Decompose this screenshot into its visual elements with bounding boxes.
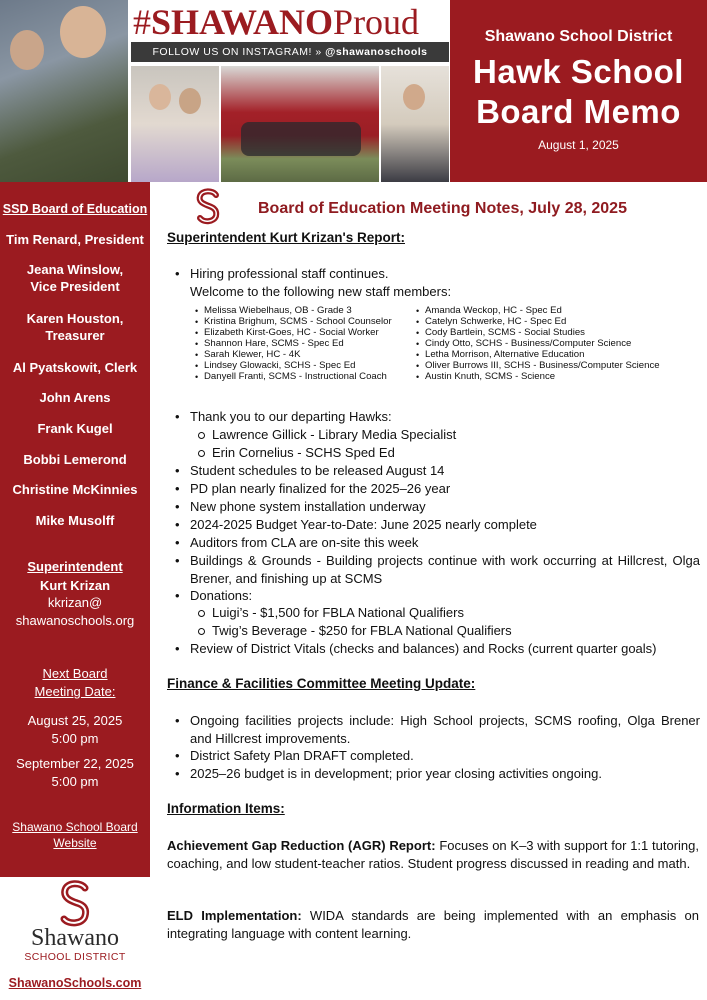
board-member-role: Treasurer bbox=[45, 328, 105, 343]
board-member bbox=[0, 310, 150, 344]
buildings-item: • Buildings & Grounds - Building projects continue with work occurring at Hillcrest, Olga Brener, and finishing up at SCMS bbox=[190, 552, 700, 587]
next-meeting-line1: Next Board bbox=[42, 666, 108, 681]
superintendent-report-heading: Superintendent Kurt Krizan's Report: bbox=[167, 230, 405, 245]
district-name: Shawano School District bbox=[484, 28, 673, 45]
next-meeting-line2: Meeting Date: bbox=[34, 684, 116, 699]
staff-member: • Catelyn Schwerke, HC - Spec Ed bbox=[425, 317, 566, 328]
hashtag-title: #SHAWANOProud bbox=[133, 2, 420, 42]
departing-staff: Erin Cornelius - SCHS Sped Ed bbox=[212, 444, 692, 462]
memo-date: August 1, 2025 bbox=[538, 138, 619, 152]
staff-member: • Sarah Klewer, HC - 4K bbox=[204, 350, 301, 361]
donation: Twig’s Beverage - $250 for FBLA National Qualifiers bbox=[212, 622, 692, 640]
email-line2: shawanoschools.org bbox=[15, 613, 135, 628]
finance-item: • 2025–26 budget is in development; prior year closing activities ongoing. bbox=[190, 765, 700, 783]
report-item: • 2024-2025 Budget Year-to-Date: June 2025 nearly complete bbox=[190, 516, 700, 534]
board-member: Al Pyatskowit, Clerk bbox=[12, 360, 138, 375]
staff-member: • Letha Morrison, Alternative Education bbox=[425, 350, 584, 361]
board-member bbox=[0, 261, 150, 295]
report-item: • Auditors from CLA are on-site this week bbox=[190, 534, 700, 552]
board-member-name: Karen Houston, bbox=[26, 311, 124, 326]
board-member: Mike Musolff bbox=[35, 513, 115, 528]
photo-two-girls bbox=[131, 66, 219, 182]
memo-title bbox=[450, 52, 707, 132]
superintendent-email[interactable] bbox=[0, 594, 150, 630]
instagram-bar[interactable]: FOLLOW US ON INSTAGRAM! » @shawanoschools bbox=[131, 42, 449, 62]
meeting-date bbox=[0, 712, 150, 748]
donations-item: • Donations: bbox=[190, 587, 700, 605]
eld-paragraph bbox=[167, 907, 699, 942]
board-member-role: Vice President bbox=[30, 279, 120, 294]
donation: Luigi’s - $1,500 for FBLA National Qualifiers bbox=[212, 604, 692, 622]
photo-students-planting bbox=[0, 0, 128, 182]
meeting-time-text: 5:00 pm bbox=[51, 774, 99, 789]
board-member: Frank Kugel bbox=[37, 421, 113, 436]
board-member: Christine McKinnies bbox=[12, 482, 138, 497]
finance-heading: Finance & Facilities Committee Meeting Update: bbox=[167, 676, 476, 691]
shawano-proud-brand bbox=[131, 0, 449, 64]
report-item: • Student schedules to be released August 14 bbox=[190, 462, 700, 480]
sidebar bbox=[0, 182, 150, 1000]
meeting-date-text: September 22, 2025 bbox=[16, 756, 134, 771]
next-meeting-heading bbox=[0, 665, 150, 701]
welcome-text: Welcome to the following new staff members: bbox=[190, 284, 452, 299]
board-member: Bobbi Lemerond bbox=[23, 452, 127, 467]
meeting-date bbox=[0, 755, 150, 791]
eld-text: WIDA standards are being implemented with an emphasis on integrating language with content learning. bbox=[167, 908, 699, 941]
vitals-item: • Review of District Vitals (checks and balances) and Rocks (current quarter goals) bbox=[190, 640, 700, 658]
shawano-s-icon bbox=[194, 188, 222, 226]
memo-title-line1: Hawk School bbox=[473, 53, 684, 90]
report-item: • New phone system installation underway bbox=[190, 498, 700, 516]
website-line2: Website bbox=[53, 836, 97, 850]
meeting-notes-title: Board of Education Meeting Notes, July 28, 2025 bbox=[258, 200, 627, 217]
staff-member: • Kristina Brighum, SCMS - School Counselor bbox=[204, 317, 392, 328]
staff-member: • Elizabeth Kirst-Goes, HC - Social Worker bbox=[204, 328, 379, 339]
website-line1: Shawano School Board bbox=[12, 820, 138, 834]
board-member: John Arens bbox=[39, 390, 111, 405]
memo-body bbox=[150, 182, 707, 1000]
departing-item: • Thank you to our departing Hawks: bbox=[190, 408, 700, 426]
superintendent-heading: Superintendent bbox=[27, 559, 123, 574]
agr-text: Focuses on K–3 with support for 1:1 tutoring, coaching, and low student-teacher ratios. Student progress discussed in reading and math. bbox=[167, 838, 700, 871]
logo-district-text: SCHOOL DISTRICT bbox=[24, 951, 126, 963]
photo-student-group bbox=[221, 66, 379, 182]
eld-label: ELD Implementation: bbox=[167, 908, 302, 923]
staff-member: • Shannon Hare, SCMS - Spec Ed bbox=[204, 339, 344, 350]
memo-title-box bbox=[450, 0, 707, 182]
district-logo-box bbox=[0, 877, 150, 1000]
finance-item: • Ongoing facilities projects include: High School projects, SCMS roofing, Olga Brener and Hillcrest improvements. bbox=[190, 712, 700, 747]
hiring-item: • Hiring professional staff continues. bbox=[190, 265, 700, 283]
meeting-date-text: August 25, 2025 bbox=[27, 713, 123, 728]
school-board-website-link[interactable] bbox=[0, 819, 150, 851]
header-banner bbox=[0, 0, 707, 182]
photo-teacher bbox=[381, 66, 449, 182]
staff-member: • Cody Bartlein, SCMS - Social Studies bbox=[425, 328, 585, 339]
board-member: Tim Renard, President bbox=[6, 232, 144, 247]
staff-member: • Amanda Weckop, HC - Spec Ed bbox=[425, 306, 562, 317]
finance-item: • District Safety Plan DRAFT completed. bbox=[190, 747, 700, 765]
district-website-link[interactable]: ShawanoSchools.com bbox=[8, 976, 142, 990]
board-member-name: Jeana Winslow, bbox=[26, 262, 124, 277]
staff-member: • Melissa Wiebelhaus, OB - Grade 3 bbox=[204, 306, 352, 317]
departing-staff: Lawrence Gillick - Library Media Specialist bbox=[212, 426, 692, 444]
superintendent-name: Kurt Krizan bbox=[39, 578, 111, 593]
staff-member: • Oliver Burrows III, SCHS - Business/Computer Science bbox=[425, 361, 660, 372]
report-item: • PD plan nearly finalized for the 2025–26 year bbox=[190, 480, 700, 498]
logo-shawano-text: Shawano bbox=[31, 925, 119, 951]
meeting-time-text: 5:00 pm bbox=[51, 731, 99, 746]
memo-title-line2: Board Memo bbox=[476, 93, 681, 130]
staff-member: • Cindy Otto, SCHS - Business/Computer Science bbox=[425, 339, 631, 350]
staff-member: • Lindsey Glowacki, SCHS - Spec Ed bbox=[204, 361, 355, 372]
agr-label: Achievement Gap Reduction (AGR) Report: bbox=[167, 838, 436, 853]
agr-report-paragraph bbox=[167, 837, 699, 872]
information-items-heading: Information Items: bbox=[167, 801, 285, 816]
staff-member: • Austin Knuth, SCMS - Science bbox=[425, 372, 555, 383]
email-line1: kkrizan@ bbox=[47, 595, 103, 610]
staff-member: • Danyell Franti, SCMS - Instructional Coach bbox=[204, 372, 387, 383]
shawano-s-logo-icon bbox=[57, 880, 93, 930]
board-heading[interactable]: SSD Board of Education bbox=[2, 202, 148, 216]
